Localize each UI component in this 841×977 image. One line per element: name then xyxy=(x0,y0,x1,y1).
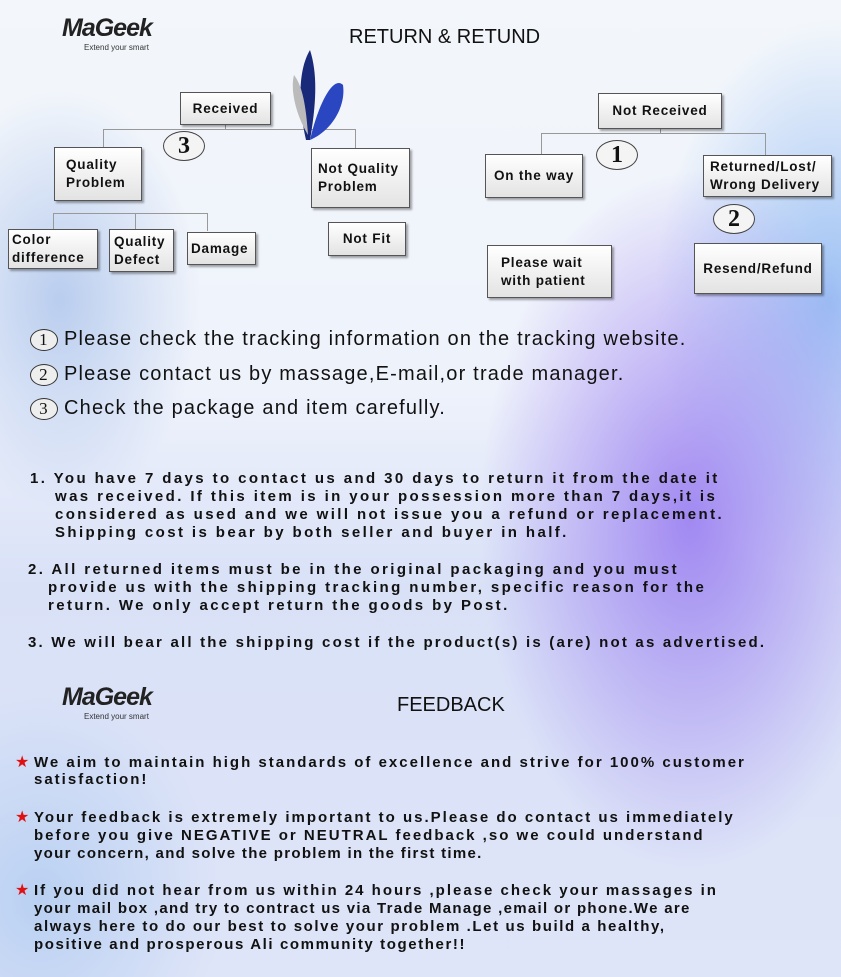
label: with patient xyxy=(501,272,586,288)
circled-number: 1 xyxy=(30,329,58,351)
feedback-line: your concern, and solve the problem in the first time. xyxy=(34,845,483,862)
label: Problem xyxy=(318,179,378,194)
received-box xyxy=(180,92,271,125)
feedback-line: Your feedback is extremely important to us.Please do contact us immediately xyxy=(34,809,735,826)
step-text: Please check the tracking information on the tracking website. xyxy=(64,328,687,350)
damage-box xyxy=(187,232,256,265)
received-label: Received xyxy=(192,100,259,116)
label: Not Received xyxy=(612,103,708,118)
label: Damage xyxy=(191,240,249,256)
connector xyxy=(135,213,136,229)
feedback-line: We aim to maintain high standards of excellence and strive for 100% customer xyxy=(34,754,746,771)
feedback-line: before you give NEGATIVE or NEUTRAL feedback ,so we could understand xyxy=(34,827,705,844)
star-icon: ★ xyxy=(15,809,30,826)
label: Quality xyxy=(66,157,118,172)
connector xyxy=(541,133,542,154)
step-text: Please contact us by massage,E-mail,or trade manager. xyxy=(64,363,625,385)
policy-line: return. We only accept return the goods by Post. xyxy=(48,597,510,614)
label: Quality xyxy=(114,233,166,249)
connector xyxy=(207,213,208,231)
quality-defect-box xyxy=(109,229,174,272)
feedback-line: your mail box ,and try to contract us via Trade Manage ,email or phone.We are xyxy=(34,900,691,917)
connector xyxy=(53,213,54,229)
label: On the way xyxy=(493,168,574,183)
step-text: Check the package and item carefully. xyxy=(64,397,446,419)
star-icon: ★ xyxy=(15,882,30,899)
circled-number: 3 xyxy=(30,398,58,420)
butterfly-image xyxy=(288,45,348,150)
step-3 xyxy=(30,397,446,420)
policy-line: 3. We will bear all the shipping cost if the product(s) is (are) not as advertised. xyxy=(28,634,767,651)
not-quality-problem-box xyxy=(311,148,410,208)
connector xyxy=(53,213,208,214)
quality-problem-box xyxy=(54,147,142,201)
policy-line: 2. All returned items must be in the original packaging and you must xyxy=(28,561,680,578)
step-1-circle: 1 xyxy=(596,140,638,170)
connector xyxy=(660,129,661,134)
feedback-line: If you did not hear from us within 24 hours ,please check your massages in xyxy=(34,882,718,899)
label: Please wait xyxy=(501,254,583,270)
star-icon: ★ xyxy=(15,754,30,771)
resend-refund-box xyxy=(694,243,822,294)
label: Color xyxy=(12,232,52,247)
step-1 xyxy=(30,328,686,351)
label: difference xyxy=(12,250,85,265)
label: Returned/Lost/ xyxy=(710,159,817,174)
feedback-line: positive and prosperous Ali community together!! xyxy=(34,936,467,953)
not-received-box xyxy=(598,93,722,129)
policy-line: considered as used and we will not issue you a refund or replacement. xyxy=(55,506,725,523)
returned-lost-box xyxy=(703,155,832,197)
label: Not Fit xyxy=(342,231,392,246)
label: Resend/Refund xyxy=(703,260,813,276)
label: Defect xyxy=(114,251,161,267)
mageek-logo xyxy=(62,683,152,721)
feedback-title: FEEDBACK xyxy=(397,694,505,716)
connector xyxy=(103,129,104,147)
not-fit-box xyxy=(328,222,406,256)
return-title: RETURN & RETUND xyxy=(349,26,541,48)
label: Wrong Delivery xyxy=(710,177,820,192)
policy-line: 1. You have 7 days to contact us and 30 days to return it from the date it xyxy=(30,470,720,487)
circled-number: 2 xyxy=(30,364,58,386)
logo-tagline: Extend your smart xyxy=(84,712,149,721)
label: Problem xyxy=(66,175,126,190)
connector xyxy=(541,133,766,134)
policy-line: was received. If this item is in your possession more than 7 days,it is xyxy=(55,488,718,505)
logo-text: MaGeek xyxy=(62,14,152,42)
please-wait-box xyxy=(487,245,612,298)
step-3-circle: 3 xyxy=(163,131,205,161)
policy-line: provide us with the shipping tracking number, specific reason for the xyxy=(48,579,707,596)
connector xyxy=(765,133,766,155)
label: Not Quality xyxy=(318,161,399,176)
on-the-way-box xyxy=(485,154,583,198)
step-2 xyxy=(30,363,625,386)
mageek-logo xyxy=(62,14,152,52)
logo-tagline: Extend your smart xyxy=(84,43,149,52)
step-2-circle: 2 xyxy=(713,204,755,234)
policy-line: Shipping cost is bear by both seller and buyer in half. xyxy=(55,524,569,541)
feedback-line: always here to do our best to solve your problem .Let us build a healthy, xyxy=(34,918,666,935)
connector xyxy=(355,129,356,148)
feedback-line: satisfaction! xyxy=(34,771,149,788)
color-difference-box xyxy=(8,229,98,269)
logo-text: MaGeek xyxy=(62,683,152,711)
